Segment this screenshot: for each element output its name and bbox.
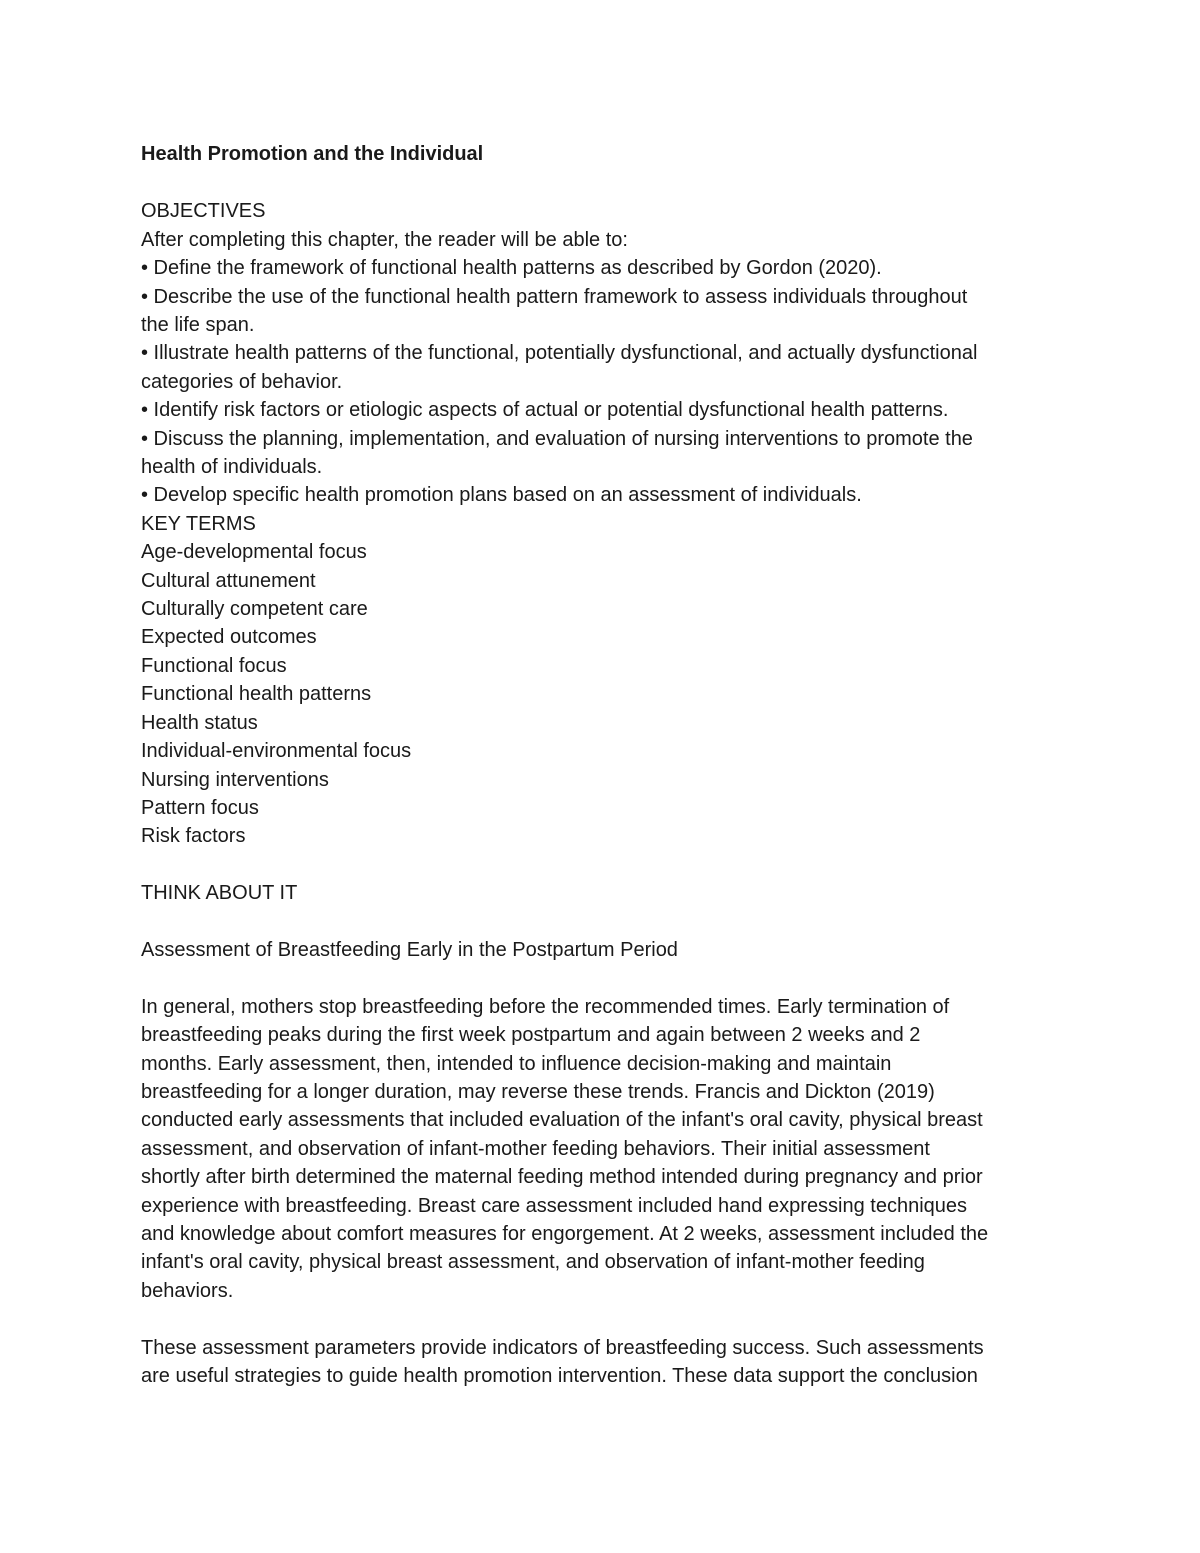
paragraph-line: breastfeeding for a longer duration, may reverse these trends. Francis and Dickton (2019) — [141, 1080, 935, 1103]
paragraph-line: assessment, and observation of infant-mother feeding behaviors. Their initial assessment — [141, 1137, 930, 1160]
key-terms-list — [141, 538, 1066, 850]
key-term: Individual-environmental focus — [141, 740, 412, 763]
document-page — [141, 139, 1066, 1390]
paragraph-2 — [141, 1334, 1066, 1391]
key-term: Functional focus — [141, 654, 287, 677]
key-term: Health status — [141, 711, 258, 734]
document-title: Health Promotion and the Individual — [141, 143, 484, 165]
paragraph-line: experience with breastfeeding. Breast care assessment included hand expressing techniques — [141, 1194, 968, 1217]
objectives-list — [141, 254, 1066, 510]
objective-line: the life span. — [141, 314, 255, 337]
objective-line: • Develop specific health promotion plans based on an assessment of individuals. — [141, 484, 862, 507]
paragraph-line: months. Early assessment, then, intended to influence decision-making and maintain — [141, 1052, 892, 1075]
paragraph-line: breastfeeding peaks during the first week postpartum and again between 2 weeks and 2 — [141, 1024, 921, 1047]
key-terms-heading: KEY TERMS — [141, 512, 256, 535]
objectives-intro: After completing this chapter, the reader will be able to: — [141, 228, 628, 251]
paragraph-line: In general, mothers stop breastfeeding before the recommended times. Early termination of — [141, 995, 950, 1018]
key-term: Risk factors — [141, 825, 246, 848]
objective-line: • Describe the use of the functional health pattern framework to assess individuals throughout — [141, 285, 968, 308]
objective-line: • Define the framework of functional health patterns as described by Gordon (2020). — [141, 257, 882, 280]
paragraph-line: are useful strategies to guide health promotion intervention. These data support the conclusion — [141, 1364, 978, 1387]
spacer — [141, 964, 1066, 992]
key-term: Cultural attunement — [141, 569, 316, 592]
paragraph-line: behaviors. — [141, 1279, 234, 1302]
think-about-it-subheading: Assessment of Breastfeeding Early in the Postpartum Period — [141, 938, 678, 961]
spacer — [141, 851, 1066, 879]
spacer — [141, 1305, 1066, 1333]
key-term: Age-developmental focus — [141, 541, 367, 564]
key-term: Culturally competent care — [141, 598, 368, 621]
paragraph-line: These assessment parameters provide indicators of breastfeeding success. Such assessments — [141, 1336, 984, 1359]
paragraph-line: shortly after birth determined the maternal feeding method intended during pregnancy and prior — [141, 1166, 983, 1189]
key-term: Nursing interventions — [141, 768, 329, 791]
spacer — [141, 908, 1066, 936]
objective-line: • Illustrate health patterns of the functional, potentially dysfunctional, and actually dysfunctional — [141, 342, 978, 365]
objectives-heading: OBJECTIVES — [141, 200, 266, 223]
paragraph-line: infant's oral cavity, physical breast assessment, and observation of infant-mother feeding — [141, 1251, 925, 1274]
paragraph-1 — [141, 993, 1066, 1305]
paragraph-line: and knowledge about comfort measures for engorgement. At 2 weeks, assessment included the — [141, 1222, 989, 1245]
spacer — [141, 169, 1066, 197]
objective-line: health of individuals. — [141, 456, 323, 479]
key-term: Pattern focus — [141, 796, 259, 819]
key-term: Functional health patterns — [141, 683, 372, 706]
objective-line: • Identify risk factors or etiologic aspects of actual or potential dysfunctional health patterns. — [141, 399, 949, 422]
paragraph-line: conducted early assessments that included evaluation of the infant's oral cavity, physical breast — [141, 1109, 983, 1132]
objective-line: • Discuss the planning, implementation, and evaluation of nursing interventions to promote the — [141, 427, 973, 450]
objective-line: categories of behavior. — [141, 370, 343, 393]
think-about-it-heading: THINK ABOUT IT — [141, 882, 298, 905]
key-term: Expected outcomes — [141, 626, 317, 649]
